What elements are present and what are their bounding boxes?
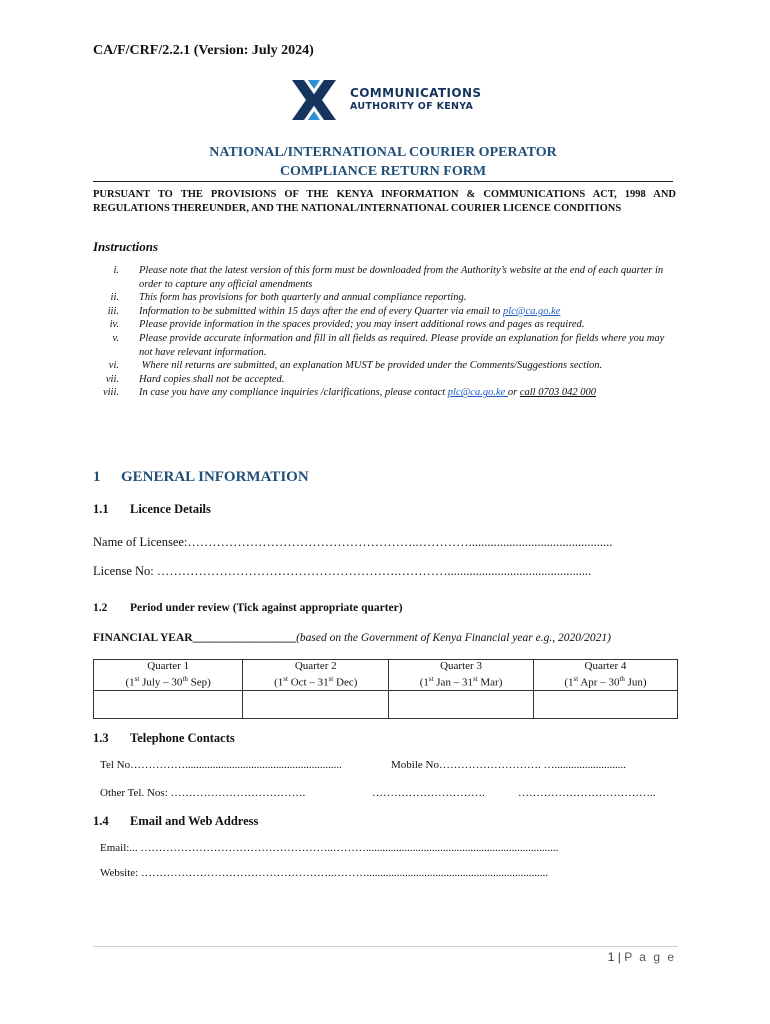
subsection-number: 1.3 xyxy=(93,731,109,745)
mobile-no-field[interactable]: Mobile No………………………. ….......................... xyxy=(391,759,626,771)
licensee-name-field[interactable]: Name of Licensee:………………………………………………..………….............................................. xyxy=(93,535,613,549)
form-title-line-2: COMPLIANCE RETURN FORM xyxy=(279,164,487,179)
instruction-number: vi. xyxy=(108,360,119,372)
instruction-number: iv. xyxy=(109,319,119,331)
email-link[interactable]: plc@ca.go.ke xyxy=(447,387,508,399)
financial-year-input[interactable]: __________________ xyxy=(192,632,297,644)
subsection-email-web xyxy=(93,814,258,829)
tel-no-field[interactable]: Tel No……………......................................................... xyxy=(100,759,342,771)
email-link[interactable]: plc@ca.go.ke xyxy=(502,305,561,317)
section-number: 1 xyxy=(93,469,101,485)
instruction-text: Information to be submitted within 15 days after the end of every Quarter via email to xyxy=(139,305,503,317)
quarter-2-header xyxy=(243,660,389,691)
subsection-period-under-review xyxy=(93,602,403,614)
instruction-item xyxy=(93,386,676,400)
quarter-name: Quarter 2 xyxy=(294,660,337,672)
page-footer xyxy=(540,950,676,964)
subsection-title: Period under review (Tick against appropriate quarter) xyxy=(130,602,403,614)
instruction-text: Hard copies shall not be accepted. xyxy=(139,373,285,385)
title-divider xyxy=(93,181,673,182)
logo-line-1: COMMUNICATIONS xyxy=(350,86,482,100)
subsection-licence-details xyxy=(93,502,211,517)
phone-number: call 0703 042 000 xyxy=(519,387,596,399)
instruction-text: In case you have any compliance inquiries /clarifications, please contact xyxy=(139,387,448,399)
instruction-number: ii. xyxy=(110,292,119,304)
quarter-4-header xyxy=(533,660,677,691)
instruction-text: Where nil returns are submitted, an explanation MUST be provided under the Comments/Suggestions section. xyxy=(139,360,603,372)
quarter-1-tick-cell[interactable] xyxy=(94,690,243,718)
subsection-number: 1.2 xyxy=(93,602,108,614)
instruction-item xyxy=(93,264,676,291)
quarter-table xyxy=(93,659,678,719)
instruction-number: iii. xyxy=(107,305,119,317)
quarter-range: (1st Oct – 31st Dec) xyxy=(274,675,358,689)
subsection-number: 1.1 xyxy=(93,502,109,516)
licence-number-field[interactable]: License No: ………………………………………………….………….............................................. xyxy=(93,564,592,578)
pursuant-statement: PURSUANT TO THE PROVISIONS OF THE KENYA INFORMATION & COMMUNICATIONS ACT, 1998 AND REGULATIONS THEREUNDER, AND THE NATIONAL/INTERNATIONAL COURIER LICENCE CONDITIONS xyxy=(93,189,676,214)
quarter-range: (1st Jan – 31st Mar) xyxy=(419,675,503,689)
footer-divider xyxy=(93,946,678,947)
financial-year-note: (based on the Government of Kenya Financial year e.g., 2020/2021) xyxy=(296,632,611,644)
instruction-item xyxy=(93,305,676,319)
subsection-telephone-contacts xyxy=(93,731,235,746)
quarter-4-tick-cell[interactable] xyxy=(533,690,677,718)
instruction-text: or xyxy=(507,387,520,399)
quarter-header-row xyxy=(94,660,678,691)
instruction-text: Please provide accurate information and fill in all fields as required. Please provide an explanation for fields where you may not have relevant information. xyxy=(139,332,665,358)
page-separator: | xyxy=(617,950,621,964)
form-title-line-1: NATIONAL/INTERNATIONAL COURIER OPERATOR xyxy=(209,145,557,160)
quarter-3-tick-cell[interactable] xyxy=(389,690,534,718)
instruction-item xyxy=(93,291,676,305)
quarter-name: Quarter 4 xyxy=(584,660,627,672)
other-tel-field-3[interactable]: ……………………………….. xyxy=(518,787,656,799)
instruction-item xyxy=(93,359,676,373)
other-tel-field[interactable]: Other Tel. Nos: ………………………………. xyxy=(100,787,306,799)
subsection-title: Licence Details xyxy=(130,502,211,516)
subsection-number: 1.4 xyxy=(93,814,109,828)
instruction-number: i. xyxy=(113,265,119,276)
page-label: P a g e xyxy=(624,950,676,964)
email-field[interactable]: Email:... ……………………………………………..………...................................................................... xyxy=(100,842,559,854)
other-tel-field-2[interactable]: …………………………. xyxy=(372,787,485,799)
document-code: CA/F/CRF/2.2.1 (Version: July 2024) xyxy=(93,43,314,58)
instruction-item xyxy=(93,318,676,332)
section-heading-general-information xyxy=(93,469,309,486)
instruction-number: v. xyxy=(112,332,119,344)
section-title: GENERAL INFORMATION xyxy=(121,469,309,485)
quarter-tick-row xyxy=(94,690,678,718)
quarter-1-header xyxy=(94,660,243,691)
quarter-range: (1st July – 30th Sep) xyxy=(125,675,211,689)
instruction-text: This form has provisions for both quarterly and annual compliance reporting. xyxy=(139,292,467,304)
form-title xyxy=(93,143,673,181)
quarter-range: (1st Apr – 30th Jun) xyxy=(564,675,647,689)
subsection-title: Email and Web Address xyxy=(130,814,259,828)
ca-kenya-logo xyxy=(276,66,494,134)
quarter-3-header xyxy=(389,660,534,691)
instructions-heading: Instructions xyxy=(93,239,159,254)
instruction-number: viii. xyxy=(102,387,119,399)
quarter-name: Quarter 1 xyxy=(147,660,190,672)
page-number: 1 xyxy=(607,950,615,964)
instruction-text: Please provide information in the spaces provided; you may insert additional rows and pages as required. xyxy=(139,319,585,331)
financial-year-label: FINANCIAL YEAR xyxy=(93,632,193,644)
instruction-number: vii. xyxy=(105,373,119,385)
subsection-title: Telephone Contacts xyxy=(130,731,235,745)
instruction-item xyxy=(93,332,676,359)
quarter-name: Quarter 3 xyxy=(440,660,482,672)
ca-logo-mark-icon xyxy=(288,74,340,126)
financial-year-line xyxy=(93,632,676,646)
instruction-item xyxy=(93,373,676,387)
logo-line-2: AUTHORITY OF KENYA xyxy=(350,101,474,112)
quarter-2-tick-cell[interactable] xyxy=(243,690,389,718)
website-field[interactable]: Website: ……………………………………………..……….................................................................. xyxy=(100,867,548,879)
instructions-list xyxy=(93,264,676,400)
instruction-text: Please note that the latest version of this form must be downloaded from the Authority’s website at the end of each quarter in order to capture any official amendments xyxy=(139,265,664,290)
